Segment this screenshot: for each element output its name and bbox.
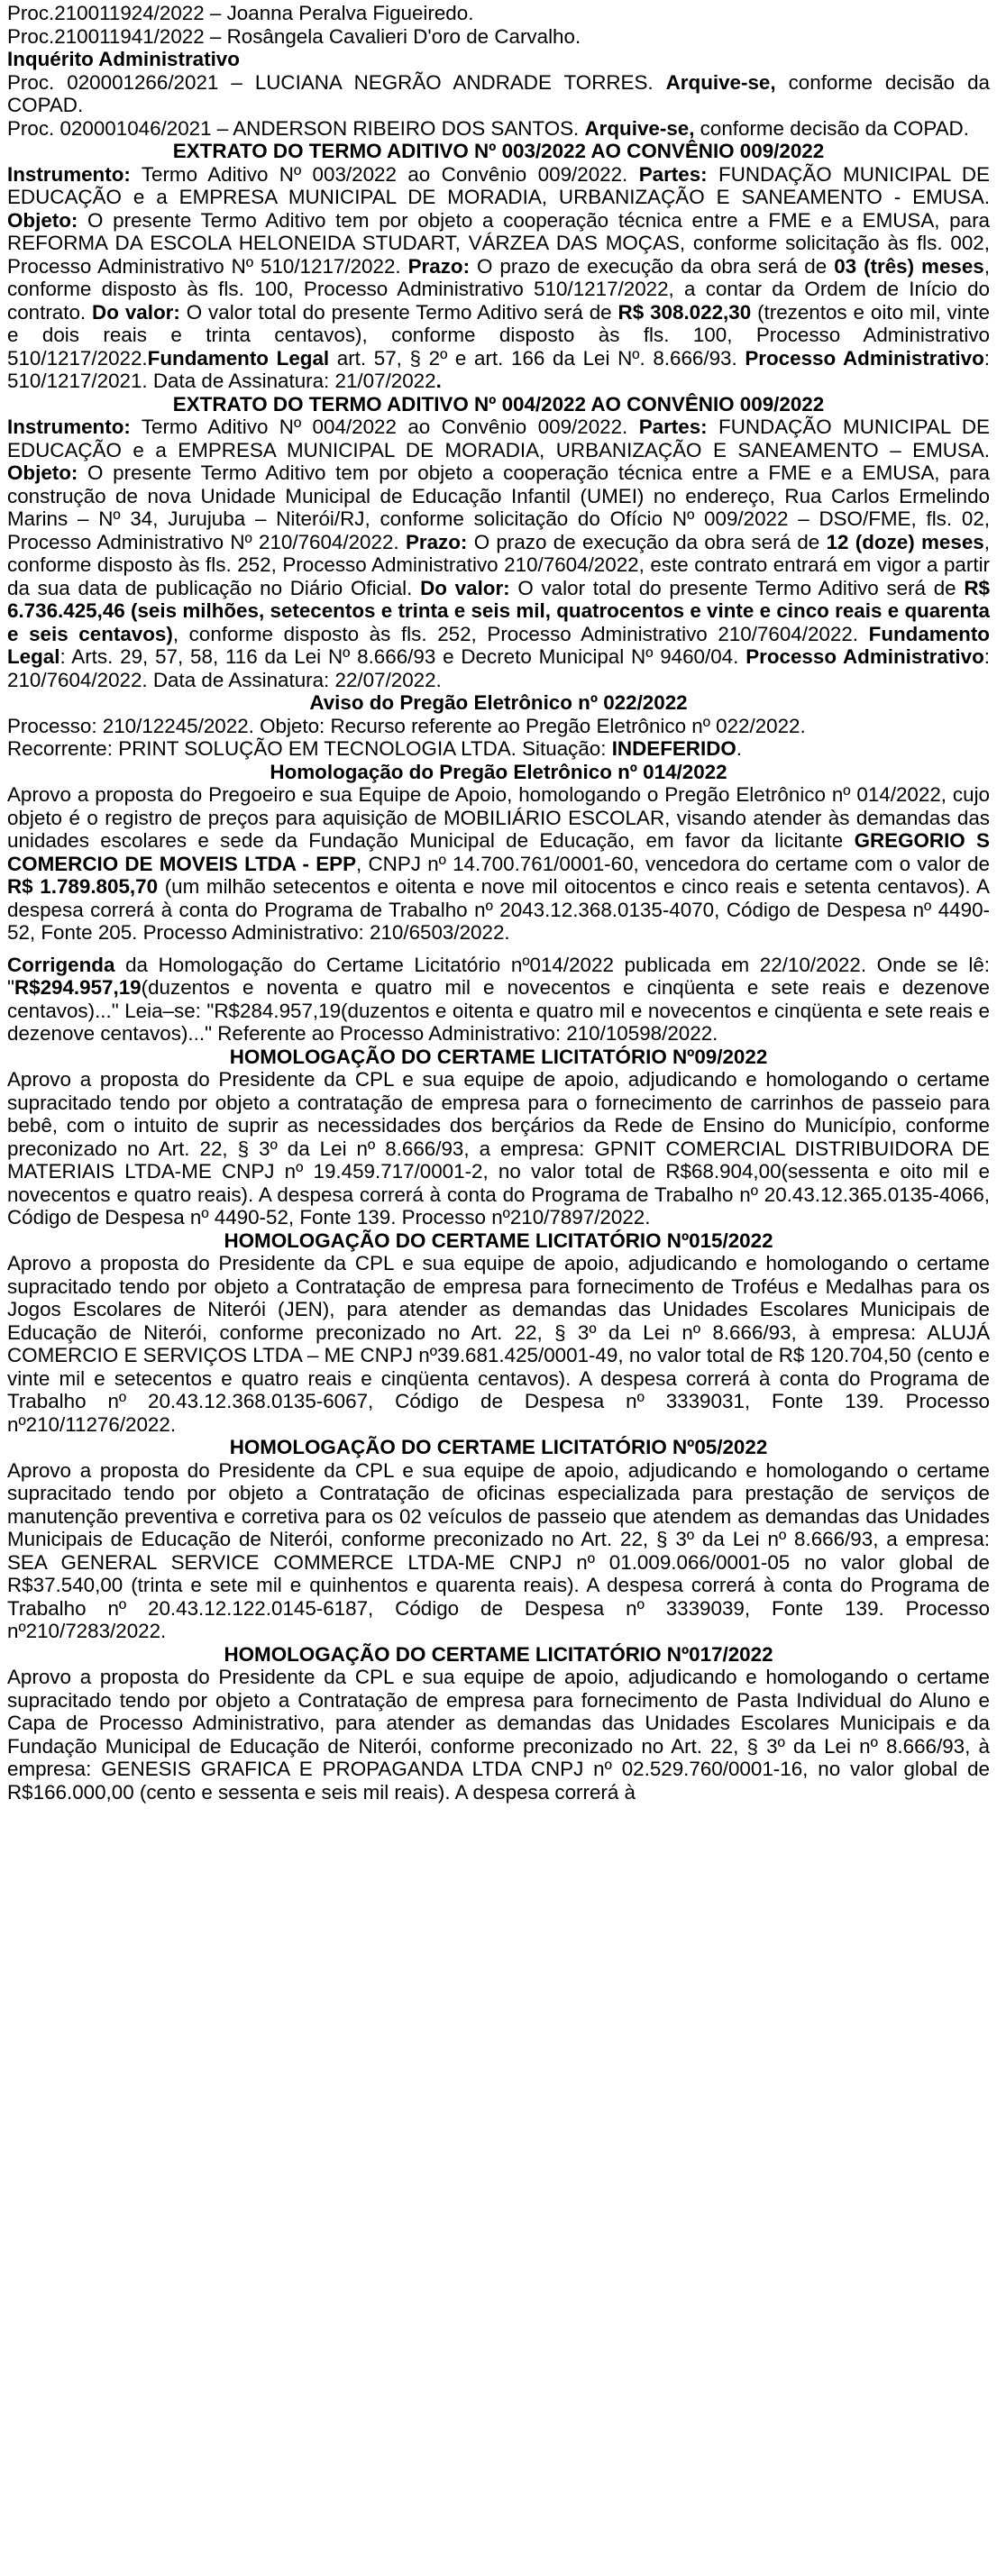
extrato-003-body: Instrumento: Termo Aditivo Nº 003/2022 ao Convênio 009/2022. Partes: FUNDAÇÃO MUNICIPAL DE EDUCAÇÃO e a EMPRESA MUNICIPAL DE MORADIA, URBANIZAÇÃO E SANEAMENTO - EMUSA. Objeto: O presente Termo Aditivo tem por objeto a cooperação técnica entre a FME e a EMUSA, para REFORMA DA ESCOLA HELONEIDA STUDART, VÁRZEA DAS MOÇAS, conforme solicitação às fls. 002, Processo Administrativo Nº 510/1217/2022. Prazo: O prazo de execução da obra será de 03 (três) meses, conforme disposto às fls. 100, Processo Administrativo 510/1217/2022, a contar da Ordem de Início do contrato. Do valor: O valor total do presente Termo Aditivo será de R$ 308.022,30 (trezentos e oito mil, vinte e dois reais e trinta centavos), conforme disposto às fls. 100, Processo Administrativo 510/1217/2022.Fundamento Legal art. 57, § 2º e art. 166 da Lei Nº. 8.666/93. Processo Administrativo: 510/1217/2021. Data de Assinatura: 21/07/2022.: [7, 162, 990, 392]
extrato-004-title: EXTRATO DO TERMO ADITIVO Nº 004/2022 AO CONVÊNIO 009/2022: [172, 392, 825, 416]
aviso-pregao-line: Processo: 210/12245/2022. Objeto: Recurso referente ao Pregão Eletrônico nº 022/2022.: [7, 714, 806, 737]
extrato-004-body: Instrumento: Termo Aditivo Nº 004/2022 ao Convênio 009/2022. Partes: FUNDAÇÃO MUNICIPAL DE EDUCAÇÃO e a EMPRESA MUNICIPAL DE MORADIA, URBANIZAÇÃO E SANEAMENTO – EMUSA. Objeto: O presente Termo Aditivo tem por objeto a cooperação técnica entre a FME e a EMUSA, para construção de nova Unidade Municipal de Educação Infantil (UMEI) no endereço, Rua Carlos Ermelindo Marins – Nº 34, Jurujuba – Niterói/RJ, conforme solicitação do Ofício Nº 009/2022 – DSO/FME, fls. 02, Processo Administrativo Nº 210/7604/2022. Prazo: O prazo de execução da obra será de 12 (doze) meses, conforme disposto às fls. 252, Processo Administrativo 210/7604/2022, este contrato entrará em vigor a partir da sua data de publicação no Diário Oficial. Do valor: O valor total do presente Termo Aditivo será de R$ 6.736.425,46 (seis milhões, setecentos e trinta e seis mil, quatrocentos e vinte e cinco reais e quarenta e seis centavos), conforme disposto às fls. 252, Processo Administrativo 210/7604/2022. Fundamento Legal: Arts. 29, 57, 58, 116 da Lei Nº 8.666/93 e Decreto Municipal Nº 9460/04. Processo Administrativo: 210/7604/2022. Data de Assinatura: 22/07/2022.: [7, 416, 990, 691]
process-line: Proc.210011941/2022 – Rosângela Cavalieri D'oro de Carvalho.: [7, 24, 581, 48]
certame-017-body: Aprovo a proposta do Presidente da CPL e sua equipe de apoio, adjudicando e homologando o certame supracitado tendo por objeto a Contratação de empresa para fornecimento de Pasta Individual do Aluno e Capa de Processo Administrativo, para atender as demandas das Unidades Escolares Municipais e da Fundação Municipal de Educação de Niterói, conforme preconizado no Art. 22, § 3º da Lei nº 8.666/93, à empresa: GENESIS GRAFICA E PROPAGANDA LTDA CNPJ nº 02.529.760/0001-16, no valor global de R$166.000,00 (cento e sessenta e seis mil reais). A despesa correrá à: [7, 1666, 990, 1804]
certame-09-body: Aprovo a proposta do Presidente da CPL e sua equipe de apoio, adjudicando e homologando o certame supracitado tendo por objeto a contratação de empresa para o fornecimento de carrinhos de passeio para bebê, com o intuito de suprir as necessidades dos berçários da Rede de Ensino do Município, conforme preconizado no Art. 22, § 3º da Lei nº 8.666/93, a empresa: GPNIT COMERCIAL DISTRIBUIDORA DE MATERIAIS LTDA-ME CNPJ nº 19.459.717/0001-2, no valor total de R$68.904,00(sessenta e oito mil e novecentos e quatro reais). A despesa correrá à conta do Programa de Trabalho nº 20.43.12.365.0135-4066, Código de Despesa nº 4490-52, Fonte 139. Processo nº210/7897/2022.: [7, 1068, 990, 1229]
aviso-pregao-line: Recorrente: PRINT SOLUÇÃO EM TECNOLOGIA LTDA. Situação: INDEFERIDO.: [7, 737, 743, 760]
certame-05-body: Aprovo a proposta do Presidente da CPL e sua equipe de apoio, adjudicando e homologando o certame supracitado tendo por objeto a Contratação de oficinas especializada para prestação de serviços de manutenção preventiva e corretiva para os 02 veículos de passeio que atendem as demandas das Unidades Municipais de Educação de Niterói, conforme preconizado no Art. 22, § 3º da Lei nº 8.666/93, a empresa: SEA GENERAL SERVICE COMMERCE LTDA-ME CNPJ nº 01.009.066/0001-05 no valor global de R$37.540,00 (trinta e sete mil e quinhentos e quarenta reais). A despesa correrá à conta do Programa de Trabalho nº 20.43.12.122.0145-6187, Código de Despesa nº 3339039, Fonte 139. Processo nº210/7283/2022.: [7, 1458, 990, 1642]
certame-05-title: HOMOLOGAÇÃO DO CERTAME LICITATÓRIO Nº05/2022: [229, 1436, 768, 1458]
inquerito-item: Proc. 020001046/2021 – ANDERSON RIBEIRO DOS SANTOS. Arquive-se, conforme decisão da COPAD.: [7, 116, 969, 140]
certame-09-title: HOMOLOGAÇÃO DO CERTAME LICITATÓRIO Nº09/2022: [229, 1045, 768, 1068]
section-title-inquerito: Inquérito Administrativo: [7, 48, 240, 70]
corrigenda-body: Corrigenda da Homologação do Certame Licitatório nº014/2022 publicada em 22/10/2022. Onde se lê: "R$294.957,19(duzentos e noventa e quatro mil e novecentos e cinqüenta e sete reais e dezenove centavos)..." Leia–se: "R$284.957,19(duzentos e oitenta e quatro mil e novecentos e cinqüenta e sete reais e dezenove centavos)..." Referente ao Processo Administrativo: 210/10598/2022.: [7, 953, 990, 1045]
certame-017-title: HOMOLOGAÇÃO DO CERTAME LICITATÓRIO Nº017/2022: [224, 1642, 773, 1666]
process-line: Proc.210011924/2022 – Joanna Peralva Figueiredo.: [7, 2, 474, 24]
homologacao-pregao-014-body: Aprovo a proposta do Pregoeiro e sua Equipe de Apoio, homologando o Pregão Eletrônico nº 014/2022, cujo objeto é o registro de preços para aquisição de MOBILIÁRIO ESCOLAR, visando atender às demandas das unidades escolares e sede da Fundação Municipal de Educação, em favor da licitante GREGORIO S COMERCIO DE MOVEIS LTDA - EPP, CNPJ nº 14.700.761/0001-60, vencedora do certame com o valor de R$ 1.789.805,70 (um milhão setecentos e oitenta e nove mil oitocentos e cinco reais e setenta centavos). A despesa correrá à conta do Programa de Trabalho nº 2043.12.368.0135-4070, Código de Despesa nº 4490-52, Fonte 205. Processo Administrativo: 210/6503/2022.: [7, 783, 990, 944]
aviso-pregao-title: Aviso do Pregão Eletrônico nº 022/2022: [309, 691, 688, 714]
certame-015-title: HOMOLOGAÇÃO DO CERTAME LICITATÓRIO Nº015/2022: [224, 1229, 773, 1252]
homologacao-pregao-014-title: Homologação do Pregão Eletrônico nº 014/2022: [270, 760, 727, 783]
certame-015-body: Aprovo a proposta do Presidente da CPL e sua equipe de apoio, adjudicando e homologando o certame supracitado tendo por objeto a Contratação de empresa para fornecimento de Troféus e Medalhas para os Jogos Escolares de Niterói (JEN), para atender as demandas das Unidades Escolares Municipais de Educação de Niterói, conforme preconizado no Art. 22, § 3º da Lei nº 8.666/93, à empresa: ALUJÁ COMERCIO E SERVIÇOS LTDA – ME CNPJ nº39.681.425/0001-49, no valor total de R$ 120.704,50 (cento e vinte mil e setecentos e quatro reais e cinqüenta centavos). A despesa correrá à conta do Programa de Trabalho nº 20.43.12.368.0135-6067, Código de Despesa nº 3339031, Fonte 139. Processo nº210/11276/2022.: [7, 1252, 990, 1436]
extrato-003-title: EXTRATO DO TERMO ADITIVO Nº 003/2022 AO CONVÊNIO 009/2022: [172, 140, 825, 162]
inquerito-item: Proc. 020001266/2021 – LUCIANA NEGRÃO ANDRADE TORRES. Arquive-se, conforme decisão da COPAD.: [7, 70, 991, 116]
